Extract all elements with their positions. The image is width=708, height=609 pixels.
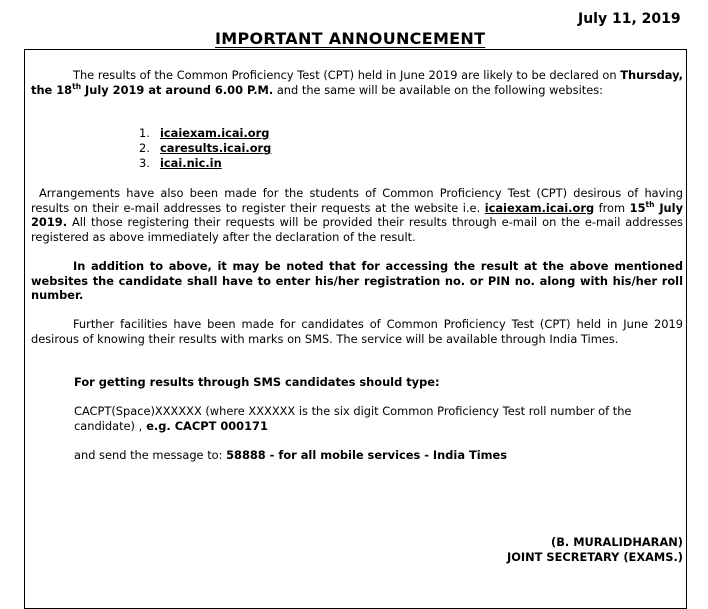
send-message-line	[74, 448, 507, 463]
website-list-item	[139, 141, 271, 156]
sms-heading: For getting results through SMS candidates should type:	[74, 375, 440, 389]
paragraph-result-declaration	[31, 68, 683, 97]
signatory-designation: JOINT SECRETARY (EXAMS.)	[506, 550, 683, 564]
website-number: 3.	[139, 156, 150, 170]
website-list	[139, 126, 271, 171]
website-link-caresults[interactable]: caresults.icai.org	[160, 141, 272, 155]
signatory-name: (B. MURALIDHARAN)	[551, 535, 683, 549]
website-list-item	[139, 156, 271, 171]
title-text: IMPORTANT ANNOUNCEMENT	[215, 29, 486, 48]
result-date-sup: th	[72, 81, 82, 91]
website-number: 1.	[139, 126, 150, 140]
page-title	[215, 29, 485, 49]
website-link-icaiexam[interactable]: icaiexam.icai.org	[160, 126, 270, 140]
para1-text-b: and the same will be available on the following websites:	[273, 82, 604, 97]
registration-date-day: 15	[629, 200, 646, 215]
sms-format-text: CACPT(Space)XXXXXX (where XXXXXX is the six digit Common Proficiency Test roll number of the candidate) ,	[74, 404, 632, 433]
registration-website-link[interactable]: icaiexam.icai.org	[484, 200, 595, 215]
para1-text-a: The results of the Common Proficiency Test (CPT) held in June 2019 are likely to be declared on	[73, 68, 617, 82]
send-line-text: and send the message to:	[74, 448, 227, 462]
registration-date-sup: th	[645, 199, 655, 209]
paragraph-sms-facility: Further facilities have been made for candidates of Common Proficiency Test (CPT) held in June 2019 desirous of knowing their results with marks on SMS. The service will be available through India Times.	[31, 317, 683, 346]
sms-format	[74, 404, 683, 433]
paragraph-email-registration	[31, 186, 683, 244]
website-list-item	[139, 126, 271, 141]
para2-text-b: from	[594, 200, 630, 215]
registration-date-month: July 2019.	[31, 200, 683, 230]
announcement-date: July 11, 2019	[578, 11, 681, 27]
paragraph-access-note: In addition to above, it may be noted that for accessing the result at the above mentioned websites the candidate shall have to enter his/her registration no. or PIN no. along with his/her roll number.	[31, 259, 683, 303]
sms-number: 58888 - for all mobile services - India Times	[226, 448, 508, 462]
result-date-day: Thursday, the 18	[31, 68, 683, 97]
website-number: 2.	[139, 141, 150, 155]
sms-example: e.g. CACPT 000171	[142, 418, 268, 433]
para2-text-a: Arrangements have also been made for the students of Common Proficiency Test (CPT) desirous of having results on their e-mail addresses to register their requests at the website i.e.	[31, 186, 683, 215]
result-date-time: July 2019 at around 6.00 P.M.	[81, 82, 274, 97]
website-link-nic[interactable]: icai.nic.in	[160, 156, 222, 170]
para2-text-c: All those registering their requests will be provided their results through e-mail on the e-mail addresses registered as above immediately after the declaration of the result.	[31, 215, 683, 244]
